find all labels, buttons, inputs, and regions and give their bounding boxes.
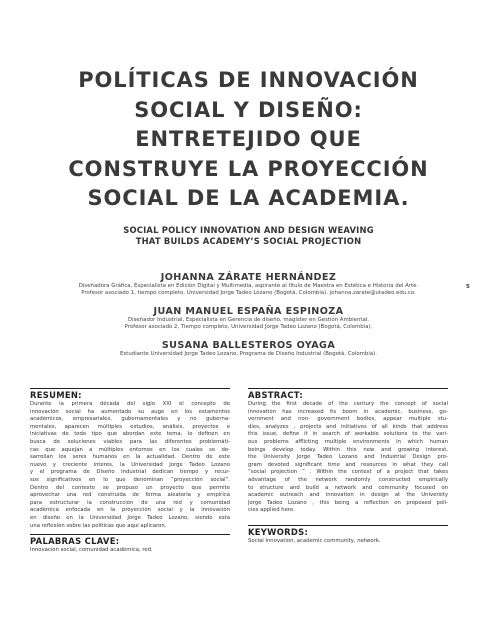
text-line: Durante la primera década del siglo XXI el concepto de xyxy=(30,401,230,407)
title-line: SOCIAL Y DISEÑO: xyxy=(134,97,363,122)
affiliation-line: Diseñador Industrial, Especialista en Gerencia de diseño, magíster en Gestión Ambiental. xyxy=(127,317,370,323)
affiliation-line: Profesor asociado 2, Tiempo completo, Universidad Jorge Tadeo Lozano (Bogotá, Colombia). xyxy=(124,324,373,330)
title-line: POLÍTICAS DE INNOVACIÓN xyxy=(78,68,419,92)
text-line: “social projection ” . Within the context of a project that takes xyxy=(248,469,448,476)
author-affiliation xyxy=(30,283,467,297)
affiliation-line: Profesor asociado 1, tiempo completo, Universidad Jorge Tadeo Lozano (Bogotá, Colombia). johanna.zarate@utadeo.edu.co. xyxy=(81,290,416,296)
affiliation-line: Estudiante Universidad Jorge Tadeo Lozano, Programa de Diseño Industrial (Bogotá, Colombia). xyxy=(120,351,377,357)
author-name: JOHANNA ZÁRATE HERNÁNDEZ xyxy=(160,272,337,283)
text-line: para estructurar la construcción de una red y comunidad xyxy=(30,499,230,506)
text-line: this issue, define it in search of workable solutions to the vari- xyxy=(248,431,448,438)
palabras-clave-text xyxy=(30,547,230,555)
title-line: CONSTRUYE LA PROYECCIÓN xyxy=(68,156,429,181)
text-line: innovación social ha aumentado su auge en los estamentos xyxy=(30,408,230,415)
page-number: 5 xyxy=(466,284,470,290)
resumen-text xyxy=(30,401,230,530)
text-line: mentales, aparecen múltiples estudios, análisis, proyectos e xyxy=(30,423,230,430)
text-line: cas que aquejan a múltiples entornos en los cuales se de- xyxy=(30,446,230,453)
text-line: to structure and build a network and community focused on xyxy=(248,484,448,491)
text-line: iniciativas de todo tipo que abordan este tema, lo definen en xyxy=(30,431,230,438)
subtitle-line: THAT BUILDS ACADEMY’S SOCIAL PROJECTION xyxy=(135,236,362,246)
palabras-clave-heading: PALABRAS CLAVE: xyxy=(30,536,120,547)
author-affiliation xyxy=(30,317,467,331)
section-rule xyxy=(30,534,230,535)
text-line: ous problems afflicting multiple environments in which human xyxy=(248,438,448,445)
text-line: aprovechar una red construida de forma aleatoria y empírica xyxy=(30,492,230,499)
author-affiliation xyxy=(30,351,467,358)
resumen-column xyxy=(30,388,230,555)
text-line: cies applied here. xyxy=(248,507,295,514)
author-block xyxy=(30,306,467,331)
text-line: Dentro del contexto se propuso un proyecto que permite xyxy=(30,484,230,491)
subtitle-line: SOCIAL POLICY INNOVATION AND DESIGN WEAVING xyxy=(123,225,374,235)
title-line: SOCIAL DE LA ACADEMIA. xyxy=(87,186,410,210)
resumen-heading: RESUMEN: xyxy=(30,390,82,400)
text-line: During the first decade of the century the concept of social xyxy=(248,401,448,407)
text-line: académicos, empresariales, gubernamentales y no guberna- xyxy=(30,416,230,423)
abstract-column xyxy=(248,388,448,546)
section-rule xyxy=(248,388,448,389)
keywords-heading: KEYWORDS: xyxy=(248,526,309,537)
abstract-heading: ABSTRACT: xyxy=(248,390,303,400)
text-line: innovation has increased its boom in academic, business, go- xyxy=(248,408,448,415)
section-rule xyxy=(30,388,230,389)
text-line: sos significativos en lo que denominan “proyección social”. xyxy=(30,476,230,483)
text-line: sarrollan los seres humanos en la actualidad. Dentro de este xyxy=(30,454,230,461)
author-name: SUSANA BALLESTEROS OYAGA xyxy=(161,340,336,351)
text-line: académica enfocada en la proyección social y la innovación xyxy=(30,507,230,514)
text-line: y el programa de Diseño Industrial dedican tiempo y recur- xyxy=(30,469,230,476)
text-line: Innovación social, comunidad académica, red. xyxy=(30,547,153,554)
text-line: nuevo y creciente interés, la Universidad Jorge Tadeo Lozano xyxy=(30,461,230,468)
text-line: una reflexión sobre las políticas que aquí aplicaron. xyxy=(30,522,167,529)
keywords-text xyxy=(248,538,448,546)
text-line: Jorge Tadeo Lozano , this being a reflection on proposed poli- xyxy=(248,499,448,506)
paper-subtitle xyxy=(40,225,457,247)
author-block xyxy=(30,340,467,358)
affiliation-line: Diseñadora Gráfica, Especialista en Edición Digital y Multimedia, aspirante al título de Maestra en Estética e Historia del Arte. xyxy=(78,283,419,289)
paper-title xyxy=(20,66,477,214)
text-line: gram devoted significant time and resources in what they call xyxy=(248,461,448,468)
text-line: en diseño en la Universidad Jorge Tadeo Lozano, siendo esta xyxy=(30,514,230,521)
text-line: advantage of the network randomly constructed empirically xyxy=(248,476,448,483)
section-rule xyxy=(248,525,448,526)
author-block xyxy=(30,272,467,297)
title-line: ENTRETEJIDO QUE xyxy=(135,127,362,151)
text-line: academic outreach and innovation in design at the University xyxy=(248,492,448,499)
text-line: busca de soluciones viables para las diferentes problemáti- xyxy=(30,438,230,445)
author-name: JUAN MANUEL ESPAÑA ESPINOZA xyxy=(153,306,344,317)
text-line: dies, analyzes , projects and initiatives of all kinds that address xyxy=(248,423,448,430)
text-line: the University Jorge Tadeo Lozano and Industrial Design pro- xyxy=(248,454,448,461)
text-line: vernment and non- government bodies, appear multiple stu- xyxy=(248,416,448,423)
abstract-text xyxy=(248,401,448,515)
text-line: Social Innovation, academic community, network. xyxy=(248,537,381,544)
text-line: beings develop today. Within this new and growing interest, xyxy=(248,446,448,453)
